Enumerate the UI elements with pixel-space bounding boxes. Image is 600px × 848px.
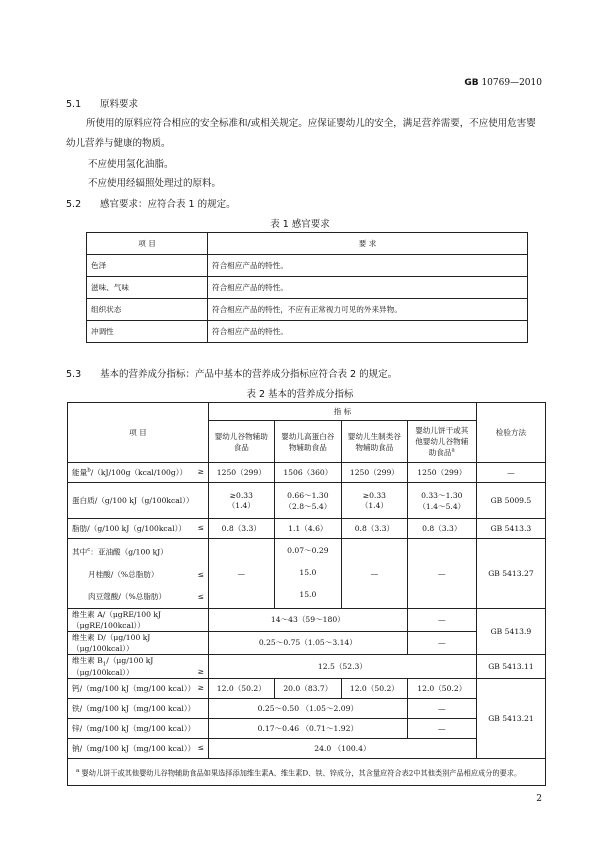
cell: 0.66～1.30 （2.8～5.4） [274,483,341,519]
cell: 1250（299） [407,463,476,483]
table-1-caption: 表 1 感官要求 [270,219,330,230]
standard-number: GB 10769—2010 [464,78,542,88]
cell: 0.25～0.50 （1.05～2.09） [208,699,407,719]
row-item: 滋味、气味 [87,277,208,299]
row-requirement: 符合相应产品的特性，不应有正常视力可见的外来异物。 [208,299,528,321]
table-row-sodium [68,739,546,759]
table-row-vitamin-a [68,608,546,631]
cell: 12.0（50.2） [208,679,274,699]
cell: — [407,631,476,654]
row-requirement: 符合相应产品的特性。 [208,277,528,299]
row-label: 能量$^b$/（kJ/100g（kcal/100g）） ≥ [68,463,209,483]
table-footnote-row [68,759,546,786]
cell: 1506（360） [274,463,341,483]
table-row-iron [68,699,546,719]
cell: 24.0 （100.4） [208,739,476,759]
row-label: 维生素 A/（μgRE/100 kJ（μgRE/100kcal）） [68,608,209,631]
header-item: 项 目 [87,233,208,255]
row-label: 维生素 D/（μg/100 kJ（μg/100kcal）） [68,631,209,654]
cell: 0.17～0.46 （0.71～1.92） [208,719,407,739]
table-row [87,255,528,277]
sensory-requirements-table [86,232,528,343]
cell-method: GB 5413.9 [476,608,545,654]
cell: ≥0.33 （1.4） [208,483,274,519]
cell: 1250（299） [208,463,274,483]
cell: — [407,719,476,739]
table-row-energy [68,463,546,483]
cell: 0.25～0.75（1.05～3.14） [208,631,407,654]
table-row [87,299,528,321]
cell: 20.0（83.7） [274,679,341,699]
table-header-row [68,403,546,421]
section-5-1-paragraph: 所使用的原料应符合相应的安全标准和/或相关规定。应保证婴幼儿的安全，满足营养需要，不应使用危害婴幼儿营养与健康的物质。 [66,118,536,149]
row-requirement: 符合相应产品的特性。 [208,321,528,343]
header-col-high-protein: 婴幼儿高蛋白谷物辅助食品 [274,421,341,463]
row-label: 蛋白质/（g/100 kJ（g/100kcal）） [68,483,209,519]
table-row-calcium [68,679,546,699]
section-5-3-heading: 5.3 基本的营养成分指标：产品中基本的营养成分指标应符合表 2 的规定。 [66,369,398,380]
table-row-fat [68,519,546,539]
row-label: 维生素 $B_1/(\mu g/100$ kJ（μg/100kcal）） ≥ [68,654,209,679]
cell-method: GB 5413.21 [476,679,545,759]
row-label: 钙/（mg/100 kJ（mg/100 kcal）） ≥ [68,679,209,699]
cell: 0.07～0.29 15.0 15.0 [274,539,341,609]
cell: 12.0（50.2） [342,679,408,699]
table-row-vitamin-d [68,631,546,654]
cell: 1.1（4.6） [274,519,341,539]
page-number: 2 [536,794,542,804]
table-footnote: $^a$ 婴幼儿饼干或其他婴幼儿谷物辅助食品如果选择添加维生素A、维生素D、铁、锌成分，其含量应符合表2中其他类别产品相应成分的要求。 [68,759,546,786]
section-5-1-line-2: 不应使用经辐照处理过的原料。 [88,178,222,189]
section-5-1-line-1: 不应使用氢化油脂。 [88,159,174,170]
row-requirement: 符合相应产品的特性。 [208,255,528,277]
row-label: 脂肪/（g/100 kJ（g/100kcal）） ≤ [68,519,209,539]
cell: 0.8（3.3） [342,519,408,539]
cell: — [342,539,408,609]
nutrient-index-table [67,402,546,786]
cell: 1250（299） [342,463,408,483]
cell-method: GB 5413.11 [476,654,545,679]
header-col-cereal: 婴幼儿谷物辅助食品 [208,421,274,463]
table-2-caption: 表 2 基本的营养成分指标 [246,389,354,400]
row-label: 钠/（mg/100 kJ（mg/100 kcal）） ≤ [68,739,209,759]
cell: 14～43（59～180） [208,608,407,631]
cell: 12.5（52.3） [208,654,476,679]
table-row-fatty-acids [68,539,546,609]
header-col-raw: 婴幼儿生制类谷物辅助食品 [342,421,408,463]
row-label: 其中$^c$：亚油酸（g/100 kJ） 月桂酸/（%总脂肪） ≤ 肉豆蔻酸/（%总脂肪） ≤ [68,539,209,609]
cell: 0.33～1.30 （1.4～5.4） [407,483,476,519]
table-header-row [87,233,528,255]
cell: — [208,539,274,609]
header-col-biscuit: 婴幼儿饼干或其他婴幼儿谷物辅助食品$^a$ [407,421,476,463]
cell: — [407,539,476,609]
cell: 0.8（3.3） [407,519,476,539]
row-item: 色泽 [87,255,208,277]
cell-method: GB 5413.3 [476,519,545,539]
row-item: 组织状态 [87,299,208,321]
cell: 0.8（3.3） [208,519,274,539]
table-row [87,277,528,299]
section-5-2-heading: 5.2 感官要求：应符合表 1 的规定。 [66,199,236,210]
row-item: 冲调性 [87,321,208,343]
table-row-protein [68,483,546,519]
header-item: 项 目 [68,403,209,463]
header-method: 检验方法 [476,403,545,463]
cell-method: GB 5413.27 [476,539,545,609]
cell: — [407,699,476,719]
table-row [87,321,528,343]
cell: 12.0（50.2） [407,679,476,699]
header-requirement: 要 求 [208,233,528,255]
table-row-vitamin-b1 [68,654,546,679]
cell: — [407,608,476,631]
table-row-zinc [68,719,546,739]
cell: ≥0.33 （1.4） [342,483,408,519]
cell-method: — [476,463,545,483]
header-index: 指 标 [208,403,476,421]
row-label: 锌/（mg/100 kJ（mg/100 kcal）） [68,719,209,739]
section-5-1-heading: 5.1 原料要求 [66,99,139,110]
cell-method: GB 5009.5 [476,483,545,519]
row-label: 铁/（mg/100 kJ（mg/100 kcal）） [68,699,209,719]
